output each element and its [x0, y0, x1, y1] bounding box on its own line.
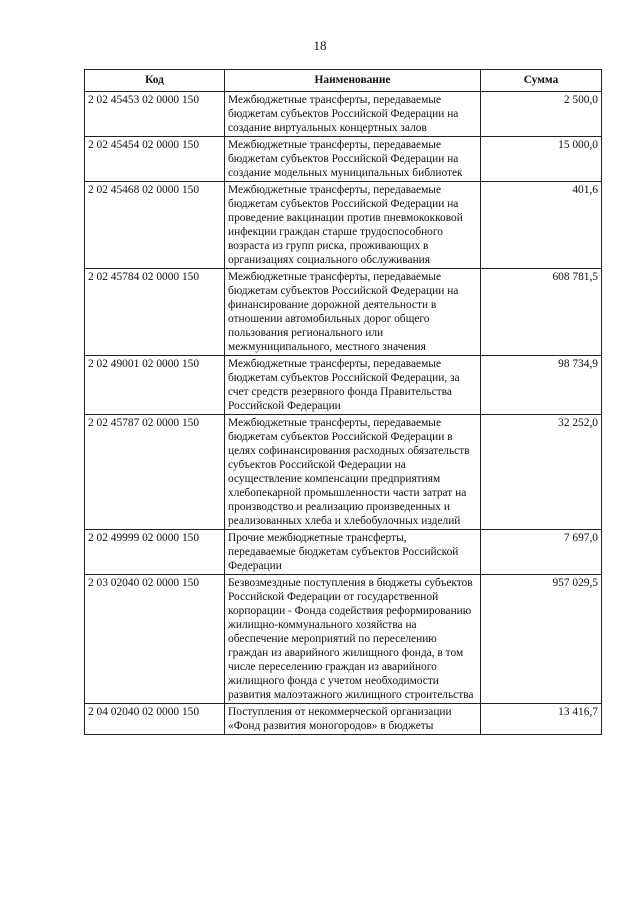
table-row	[85, 182, 602, 269]
row-code: 2 02 49999 02 0000 150	[85, 530, 225, 575]
row-sum: 98 734,9	[481, 356, 602, 415]
row-code: 2 04 02040 02 0000 150	[85, 704, 225, 735]
table-header-row	[85, 70, 602, 92]
row-name: Межбюджетные трансферты, передаваемые бюджетам субъектов Российской Федерации на проведение вакцинации против пневмококковой инфекции граждан старше трудоспособного возраста из групп риска, проживающих в организациях социального обслуживания	[225, 182, 481, 269]
row-code: 2 02 45784 02 0000 150	[85, 269, 225, 356]
row-name: Безвозмездные поступления в бюджеты субъектов Российской Федерации от государственной корпорации - Фонда содействия реформированию жилищно-коммунального хозяйства на обеспечение мероприятий по переселению граждан из аварийного жилищного фонда, в том числе переселению граждан из аварийного жилищного фонда с учетом необходимости развития малоэтажного жилищного строительства	[225, 575, 481, 704]
header-code: Код	[85, 70, 225, 92]
row-sum: 13 416,7	[481, 704, 602, 735]
row-name: Межбюджетные трансферты, передаваемые бюджетам субъектов Российской Федерации на финансирование дорожной деятельности в отношении автомобильных дорог общего пользования регионального или межмуниципального, местного значения	[225, 269, 481, 356]
row-code: 2 02 45453 02 0000 150	[85, 92, 225, 137]
table-row	[85, 269, 602, 356]
row-code: 2 02 45454 02 0000 150	[85, 137, 225, 182]
row-sum: 608 781,5	[481, 269, 602, 356]
table-row	[85, 137, 602, 182]
row-name: Поступления от некоммерческой организации «Фонд развития моногородов» в бюджеты	[225, 704, 481, 735]
header-name: Наименование	[225, 70, 481, 92]
table-row	[85, 704, 602, 735]
page-number: 18	[313, 38, 327, 53]
table-row	[85, 575, 602, 704]
table-row	[85, 415, 602, 530]
row-name: Межбюджетные трансферты, передаваемые бюджетам субъектов Российской Федерации, за счет средств резервного фонда Правительства Российской Федерации	[225, 356, 481, 415]
row-name: Прочие межбюджетные трансферты, передаваемые бюджетам субъектов Российской Федерации	[225, 530, 481, 575]
row-sum: 2 500,0	[481, 92, 602, 137]
table-row	[85, 92, 602, 137]
header-sum: Сумма	[481, 70, 602, 92]
row-code: 2 02 49001 02 0000 150	[85, 356, 225, 415]
row-sum: 32 252,0	[481, 415, 602, 530]
row-name: Межбюджетные трансферты, передаваемые бюджетам субъектов Российской Федерации в целях софинансирования расходных обязательств субъектов Российской Федерации на осуществление компенсации предприятиям хлебопекарной промышленности части затрат на производство и реализацию произведенных и реализованных хлеба и хлебобулочных изделий	[225, 415, 481, 530]
row-sum: 15 000,0	[481, 137, 602, 182]
row-sum: 7 697,0	[481, 530, 602, 575]
row-name: Межбюджетные трансферты, передаваемые бюджетам субъектов Российской Федерации на создание модельных муниципальных библиотек	[225, 137, 481, 182]
row-code: 2 02 45787 02 0000 150	[85, 415, 225, 530]
row-sum: 957 029,5	[481, 575, 602, 704]
row-name: Межбюджетные трансферты, передаваемые бюджетам субъектов Российской Федерации на создание виртуальных концертных залов	[225, 92, 481, 137]
table-row	[85, 530, 602, 575]
budget-table	[84, 69, 602, 735]
row-code: 2 02 45468 02 0000 150	[85, 182, 225, 269]
row-sum: 401,6	[481, 182, 602, 269]
table-row	[85, 356, 602, 415]
row-code: 2 03 02040 02 0000 150	[85, 575, 225, 704]
